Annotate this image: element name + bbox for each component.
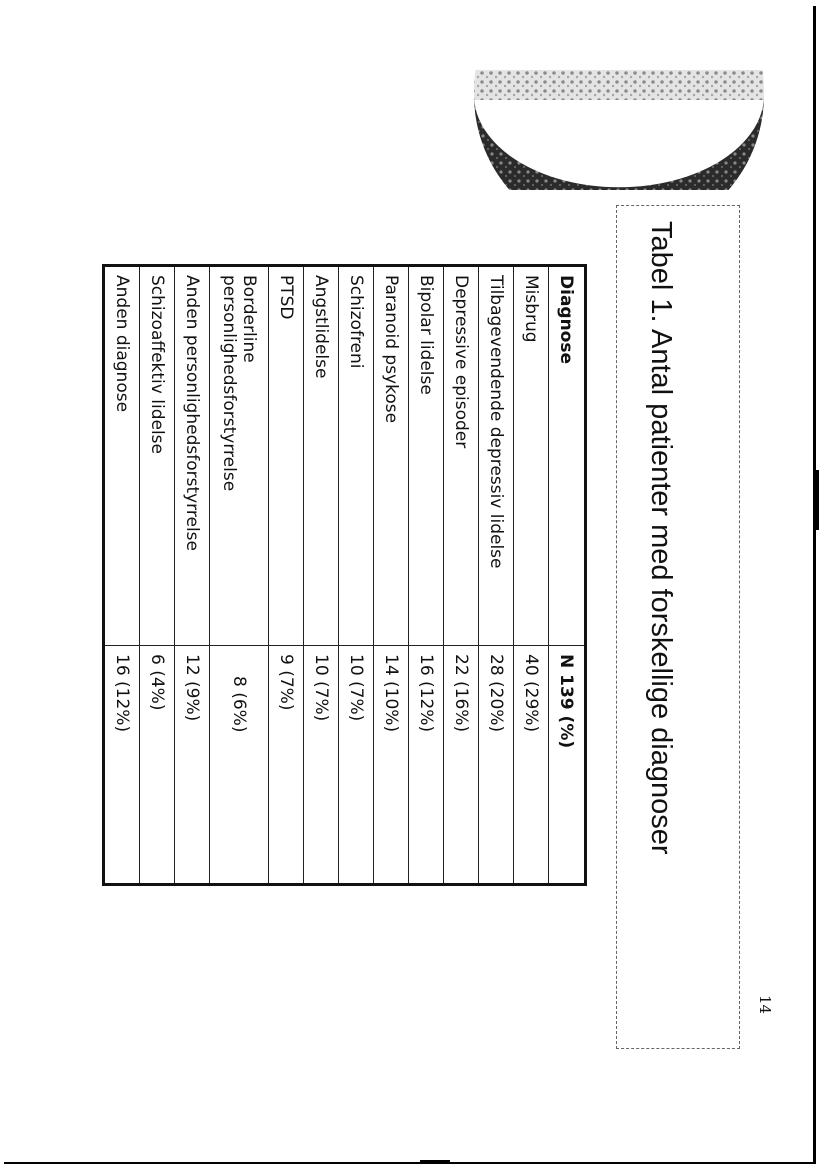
deco-light-arc [474,70,764,100]
header-count: N 139 (%) [549,646,586,885]
table-row [104,266,140,885]
table-row [409,266,444,885]
diagnosis-cell: Anden personlighedsforstyrrelse [175,266,210,646]
count-cell: 12 (9%) [175,646,210,885]
table-row [444,266,479,885]
diagnosis-cell [210,266,269,646]
table-row [269,266,304,885]
diagnosis-cell: Schizofreni [339,266,374,646]
table-title: Tabel 1. Antal patienter med forskellige diagnoser [645,221,677,855]
diagnosis-cell: Misbrug [514,266,549,646]
diagnosis-line-2: personlighedsforstyrrelse [219,275,239,492]
diagnosis-cell: Schizoaffektiv lidelse [140,266,175,646]
table-row [210,266,269,885]
table-row [140,266,175,885]
count-cell: 22 (16%) [444,646,479,885]
count-cell: 14 (10%) [374,646,409,885]
table-row [374,266,409,885]
table-row [304,266,339,885]
table-row [339,266,374,885]
table-header-row [549,266,586,885]
decorative-graphic [464,70,774,190]
count-cell: 40 (29%) [514,646,549,885]
count-cell: 6 (4%) [140,646,175,885]
count-cell: 16 (12%) [409,646,444,885]
diagnosis-cell: Angstlidelse [304,266,339,646]
diagnosis-line-1: Borderline [239,275,259,363]
table-row [479,266,514,885]
title-frame [616,205,740,1049]
count-cell: 16 (12%) [104,646,140,885]
header-diagnose: Diagnose [549,266,586,646]
diagnosis-cell: Tilbagevendende depressiv lidelse [479,266,514,646]
diagnosis-cell: Anden diagnose [104,266,140,646]
diagnosis-cell: Bipolar lidelse [409,266,444,646]
page-number: 14 [756,995,774,1015]
count-cell: 10 (7%) [304,646,339,885]
count-cell: 8 (6%) [210,646,269,885]
diagnosis-cell: Depressive episoder [444,266,479,646]
count-cell: 9 (7%) [269,646,304,885]
diagnosis-table [102,264,587,886]
count-cell: 28 (20%) [479,646,514,885]
table-row [175,266,210,885]
diagnosis-cell: Paranoid psykose [374,266,409,646]
deco-dark-crescent [474,95,764,190]
table-row [514,266,549,885]
diagnosis-cell: PTSD [269,266,304,646]
count-cell: 10 (7%) [339,646,374,885]
